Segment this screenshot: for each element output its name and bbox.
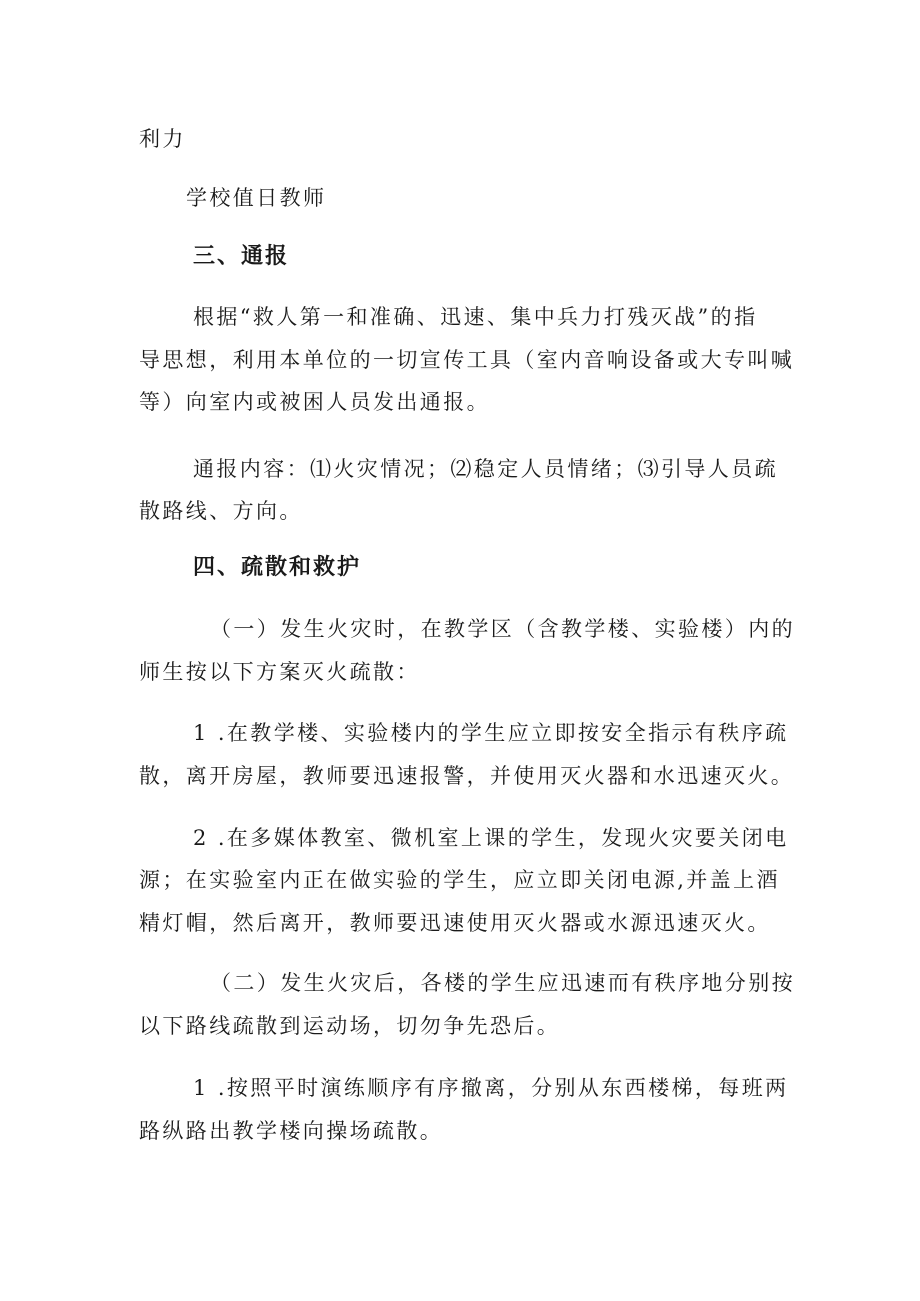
paragraph-line: 2 .在多媒体教室、微机室上课的学生，发现火灾要关闭电 [193, 826, 789, 850]
paragraph-line: 1 .按照平时演练顺序有序撤离，分别从东西楼梯，每班两 [193, 1076, 789, 1100]
paragraph-line: 通报内容：⑴火灾情况；⑵稳定人员情绪；⑶引导人员疏 [193, 457, 778, 481]
paragraph-line: （一）发生火灾时，在教学区（含教学楼、实验楼）内的 [210, 617, 795, 641]
paragraph-line: 散路线、方向。 [139, 499, 303, 523]
role-line: 学校值日教师 [186, 186, 327, 210]
paragraph-line: 根据“救人第一和准确、迅速、集中兵力打残灭战”的指 [193, 305, 758, 329]
paragraph-line: 1 .在教学楼、实验楼内的学生应立即按安全指示有秩序疏 [193, 721, 789, 745]
paragraph-line: 等）向室内或被困人员发出通报。 [139, 390, 490, 414]
paragraph-line: （二）发生火灾后，各楼的学生应迅速而有秩序地分别按 [210, 971, 795, 995]
paragraph-line: 以下路线疏散到运动场，切勿争先恐后。 [139, 1014, 561, 1038]
paragraph-line: 路纵路出教学楼向操场疏散。 [139, 1119, 444, 1143]
section-heading-notification: 三、通报 [193, 244, 290, 269]
paragraph-line: 精灯帽，然后离开，教师要迅速使用灭火器或水源迅速灭火。 [139, 911, 771, 935]
section-heading-evacuation: 四、疏散和救护 [193, 555, 362, 580]
paragraph-line: 源；在实验室内正在做实验的学生，应立即关闭电源,并盖上酒 [139, 868, 780, 892]
paragraph-line: 导思想，利用本单位的一切宣传工具（室内音响设备或大专叫喊 [139, 348, 795, 372]
continuation-text: 利力 [139, 127, 186, 151]
paragraph-line: 师生按以下方案灭火疏散： [139, 660, 420, 684]
paragraph-line: 散，离开房屋，教师要迅速报警，并使用灭火器和水迅速灭火。 [139, 764, 795, 788]
